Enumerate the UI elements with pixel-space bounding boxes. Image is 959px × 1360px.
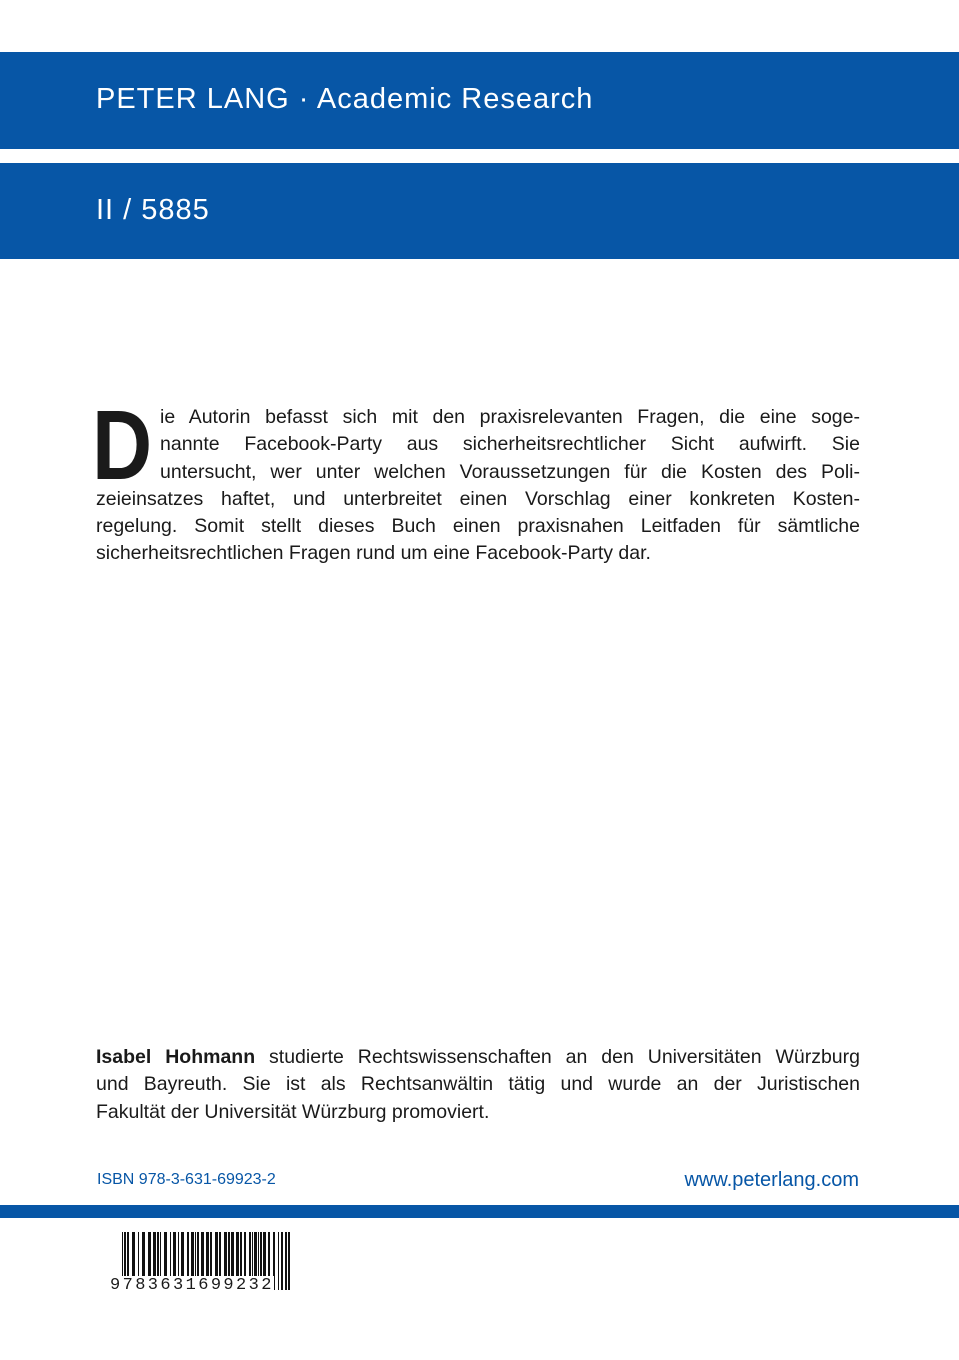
volume-number: II / 5885 — [96, 194, 210, 226]
barcode-digits — [110, 1276, 294, 1295]
blurb-line: sicherheitsrechtlichen Fragen rund um eine Facebook-Party dar. — [96, 542, 651, 565]
barcode — [110, 1232, 294, 1294]
blurb-line: ie Autorin befasst sich mit den praxisrelevanten Fragen, die eine soge- — [160, 406, 860, 428]
volume-banner — [0, 163, 959, 259]
author-name: Isabel Hohmann — [96, 1046, 256, 1068]
blurb-line: nannte Facebook-Party aus sicherheitsrechtlicher Sicht aufwirft. Sie — [160, 433, 860, 456]
bio-line: Fakultät der Universität Würzburg promoviert. — [96, 1100, 490, 1123]
blurb-text — [96, 404, 860, 568]
blurb-line: regelung. Somit stellt dieses Buch einen praxisnahen Leitfaden für sämtliche — [96, 515, 860, 538]
blurb-line: zeieinsatzes haftet, und unterbreitet einen Vorschlag einer konkreten Kosten- — [96, 487, 860, 510]
bio-line — [96, 1044, 860, 1071]
series-banner — [0, 52, 959, 149]
author-bio — [96, 1044, 860, 1126]
bio-text: studierte Rechtswissenschaften an den Universitäten Würzburg — [255, 1046, 860, 1068]
barcode-number: 9783631699232 — [110, 1276, 274, 1295]
isbn: ISBN 978-3-631-69923-2 — [97, 1171, 276, 1188]
drop-cap: D — [92, 390, 153, 500]
publisher-url[interactable]: www.peterlang.com — [684, 1169, 859, 1191]
series-title: PETER LANG · Academic Research — [96, 83, 594, 115]
blurb-line: untersucht, wer unter welchen Voraussetzungen für die Kosten des Poli- — [160, 460, 860, 483]
footer-bar — [0, 1205, 959, 1218]
bio-line: und Bayreuth. Sie ist als Rechtsanwältin tätig und wurde an der Juristischen — [96, 1073, 860, 1096]
